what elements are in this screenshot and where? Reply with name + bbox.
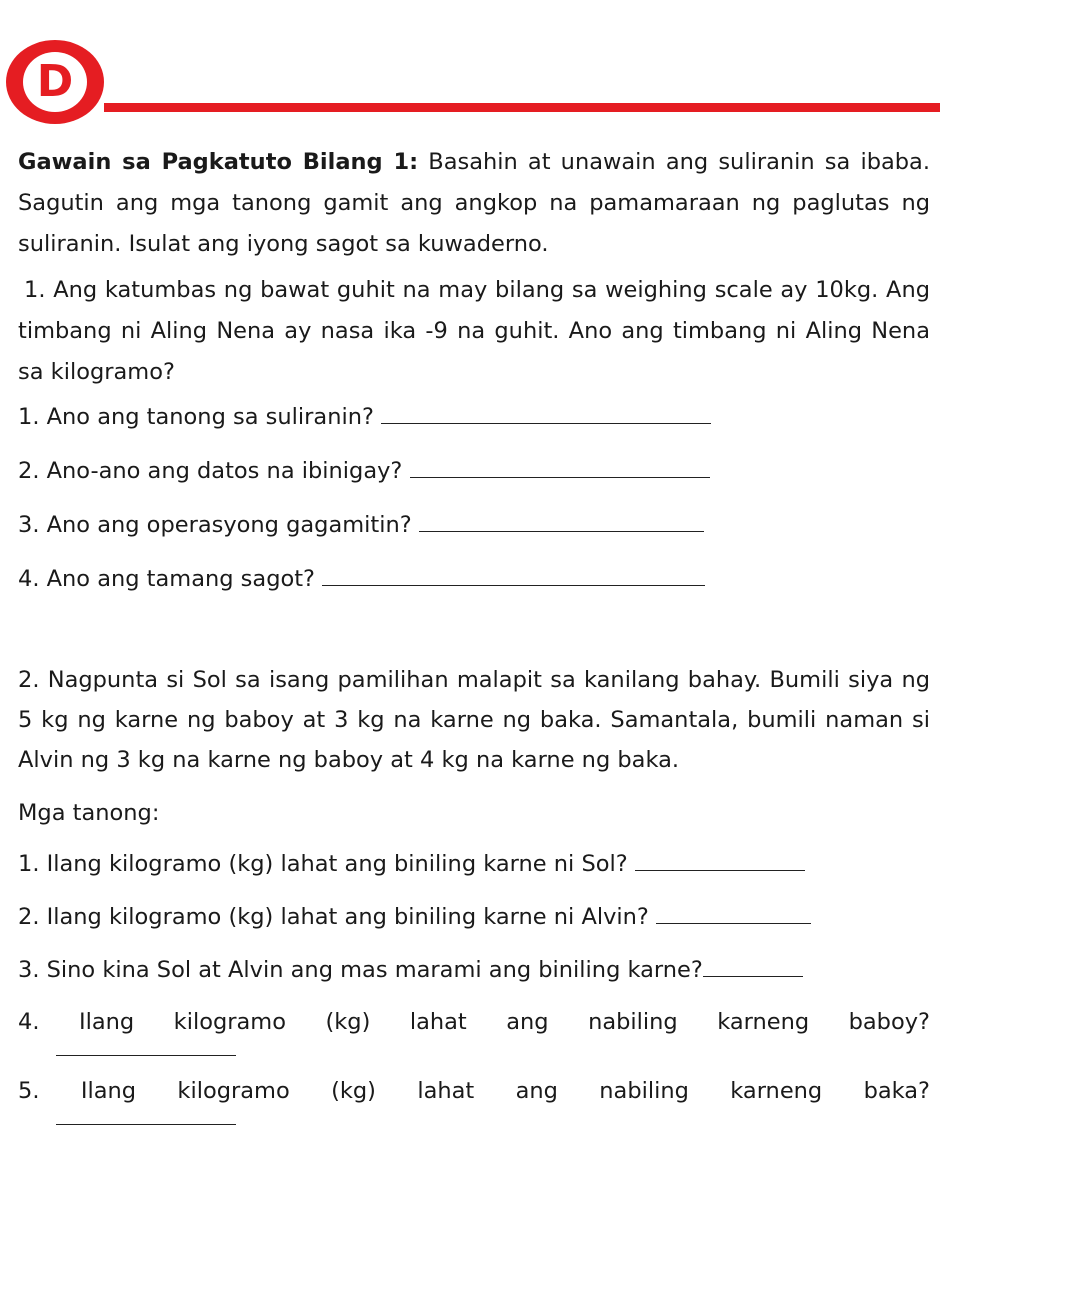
activity-title: Gawain sa Pagkatuto Bilang 1:: [18, 149, 419, 175]
answer-blank[interactable]: [635, 850, 805, 871]
worksheet-body: [18, 142, 930, 1125]
problem-2-text: 2. Nagpunta si Sol sa isang pamilihan malapit sa kanilang bahay. Bumili siya ng 5 kg ng karne ng baboy at 3 kg na karne ng baka. Samantala, bumili naman si Alvin ng 3 kg na karne ng baboy at 4 kg na karne ng baka.: [18, 667, 930, 773]
section-letter: D: [23, 52, 87, 112]
answer-blank[interactable]: [381, 403, 711, 424]
answer-blank[interactable]: [56, 1035, 236, 1056]
problem-2-question: 3. Sino kina Sol at Alvin ang mas marami ang biniling karne?: [18, 956, 930, 983]
section-badge: [6, 40, 104, 124]
problem-1-question: 3. Ano ang operasyong gagamitin?: [18, 511, 930, 538]
answer-blank[interactable]: [419, 511, 704, 532]
problem-1-question: 2. Ano-ano ang datos na ibinigay?: [18, 457, 930, 484]
instructions: [18, 142, 930, 265]
questions-label: Mga tanong:: [18, 800, 160, 826]
section-header: [0, 0, 1069, 130]
answer-blank[interactable]: [410, 457, 710, 478]
problem-1-question: 1. Ano ang tanong sa suliranin?: [18, 403, 930, 430]
instructions-text: Basahin at unawain ang suliranin sa ibaba. Sagutin ang mga tanong gamit ang angkop na pamamaraan ng paglutas ng suliranin. Isulat ang iyong sagot sa kuwaderno.: [18, 149, 930, 257]
problem-2-question: 1. Ilang kilogramo (kg) lahat ang biniling karne ni Sol?: [18, 850, 930, 877]
problem-1-text: 1. Ang katumbas ng bawat guhit na may bilang sa weighing scale ay 10kg. Ang timbang ni Aling Nena ay nasa ika -9 na guhit. Ano ang timbang ni Aling Nena sa kilogramo?: [18, 277, 930, 385]
problem-2-question: 2. Ilang kilogramo (kg) lahat ang biniling karne ni Alvin?: [18, 903, 930, 930]
answer-blank[interactable]: [703, 956, 803, 977]
problem-1-question: 4. Ano ang tamang sagot?: [18, 565, 930, 592]
answer-blank[interactable]: [322, 565, 705, 586]
problem-2-question: 5. Ilang kilogramo (kg) lahat ang nabiling karneng baka?: [18, 1078, 930, 1104]
header-rule: [104, 103, 940, 112]
problem-2-questions: [18, 850, 930, 1125]
problem-1-questions: [18, 403, 930, 592]
answer-blank[interactable]: [56, 1104, 236, 1125]
answer-blank[interactable]: [656, 903, 811, 924]
problem-2-question: 4. Ilang kilogramo (kg) lahat ang nabiling karneng baboy?: [18, 1009, 930, 1035]
